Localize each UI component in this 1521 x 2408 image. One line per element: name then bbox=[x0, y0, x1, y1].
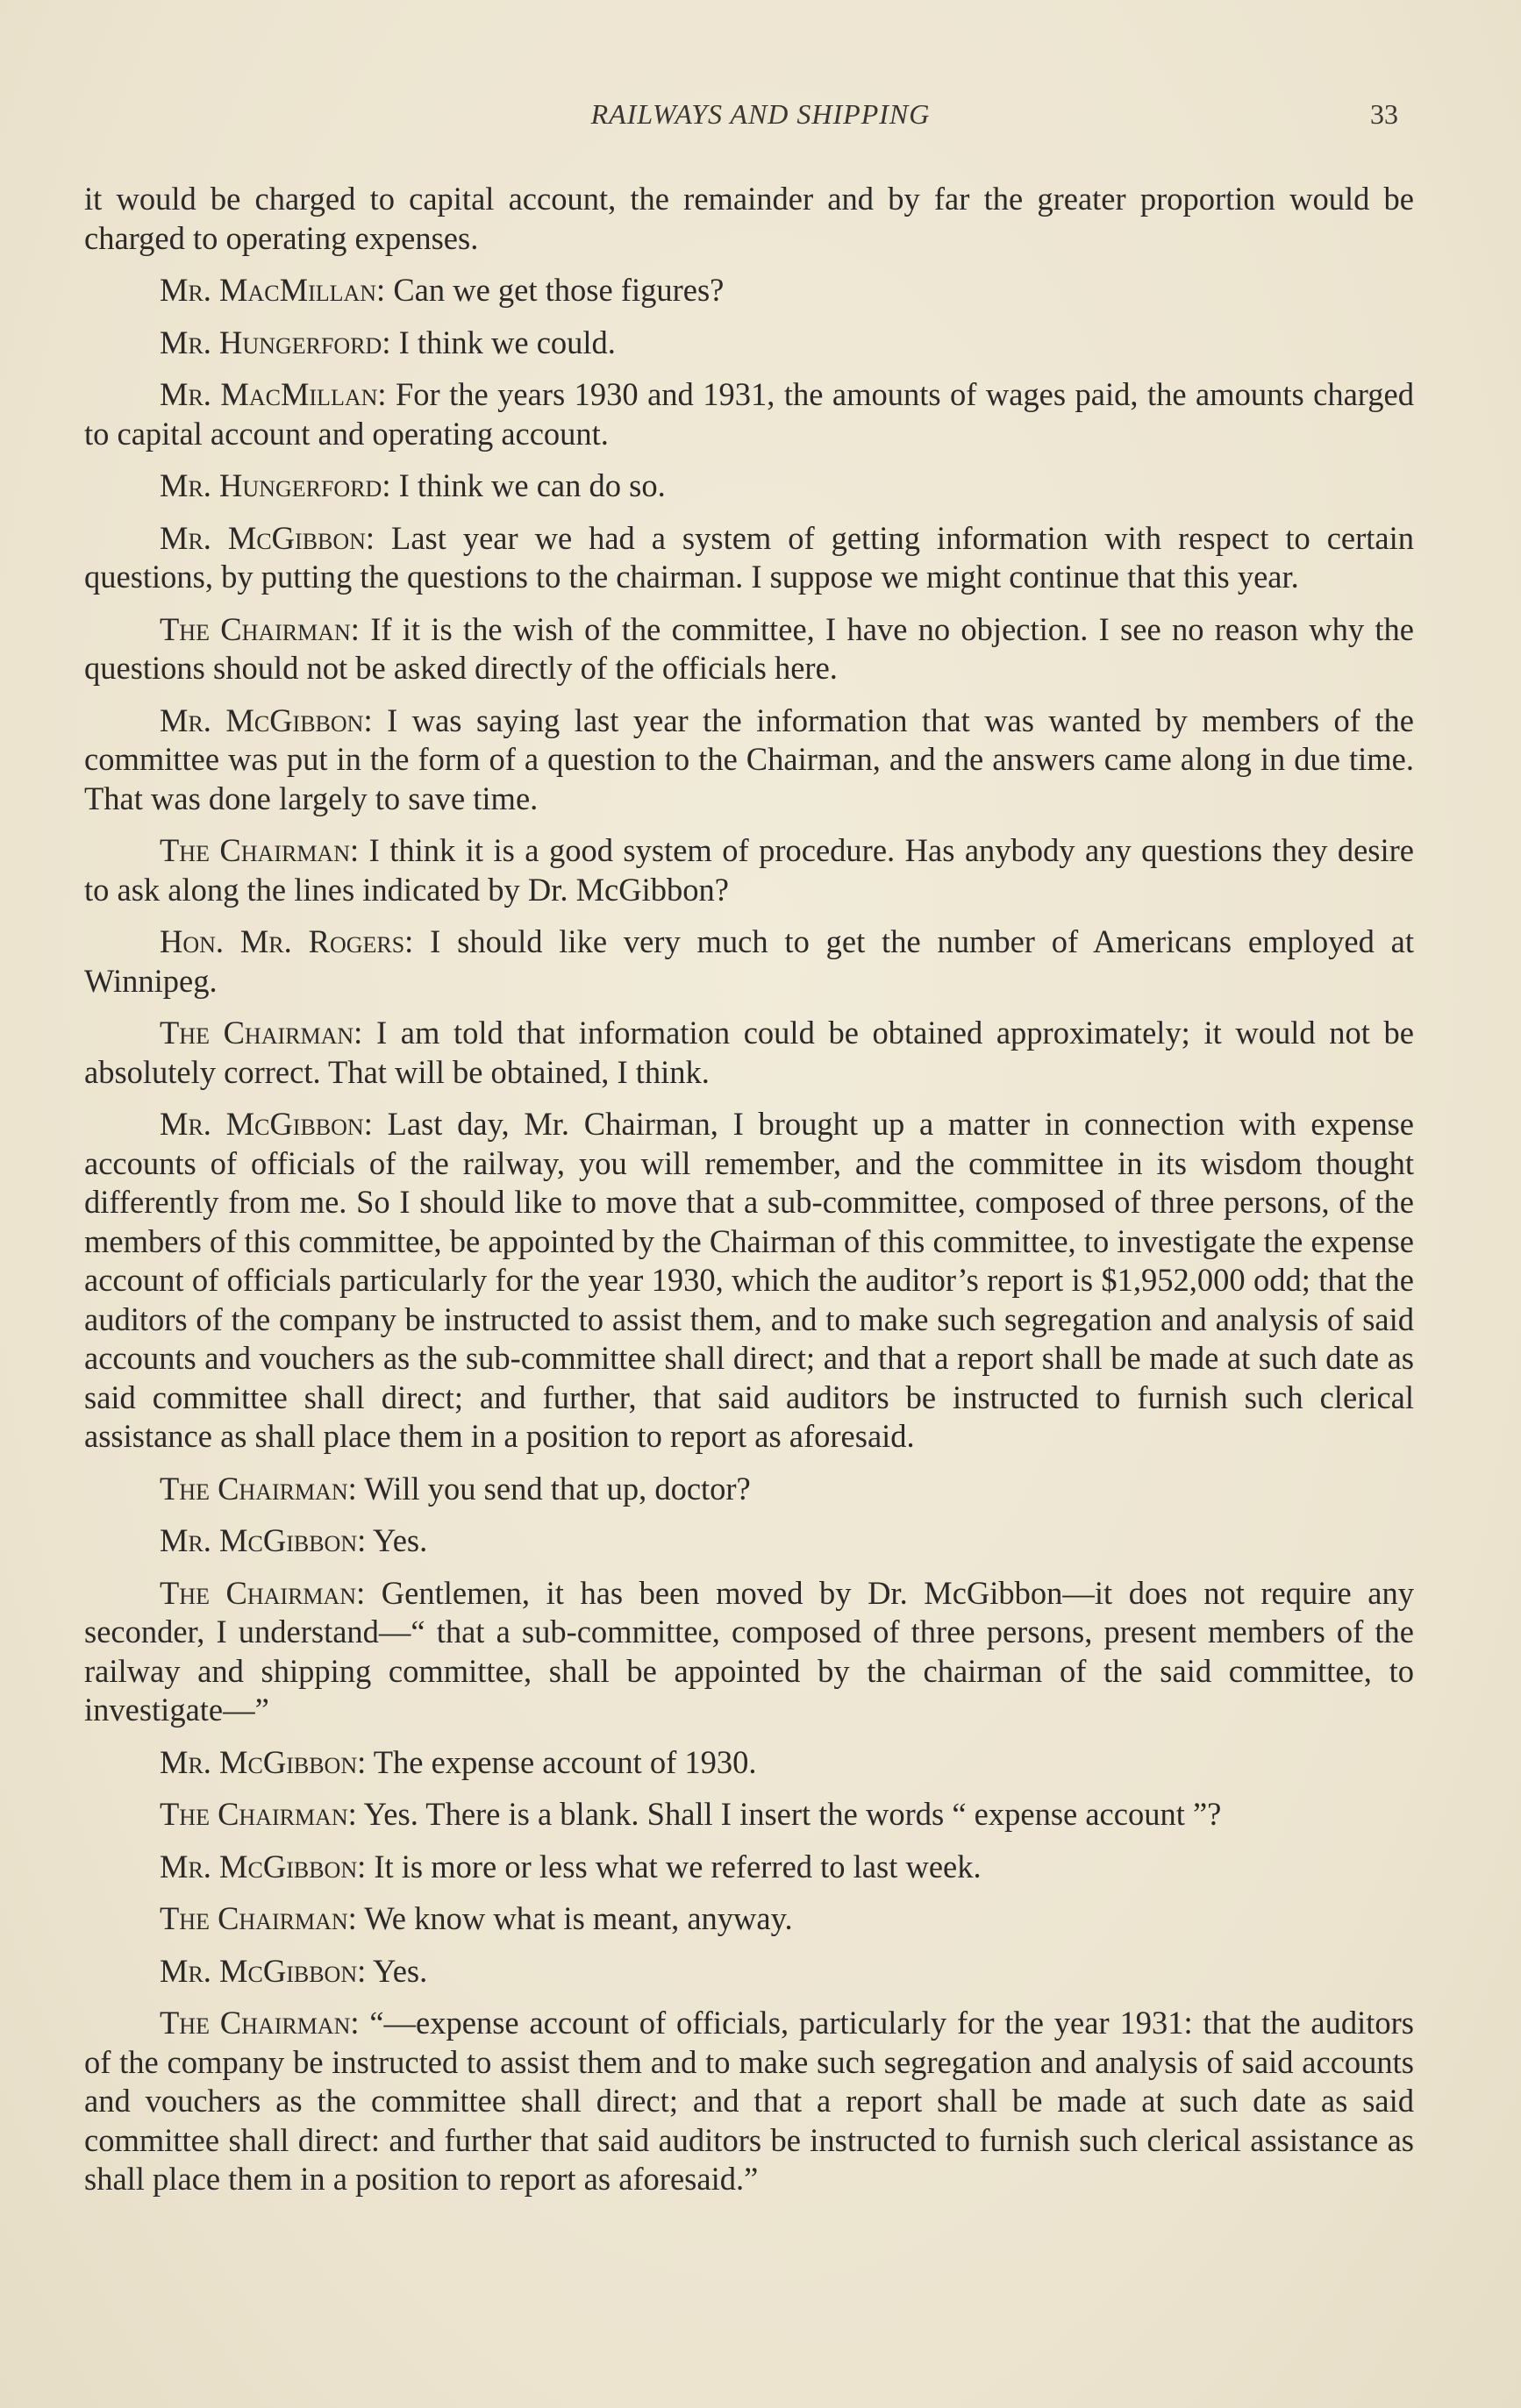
speaker-name: Mr. McGibbon: bbox=[160, 1848, 367, 1884]
paragraph bbox=[84, 467, 1414, 506]
paragraph-text: “—expense account of officials, particularly for the year 1931: that the auditors of the company be instructed to assist them and to make such segregation and analysis of said accounts and vouchers as the committee shall direct; and that a report shall be made at such date as said committee shall direct: and further that said auditors be instructed to furnish such clerical assistance as shall place them in a position to report as aforesaid.” bbox=[84, 2005, 1415, 2197]
speaker-name: Hon. Mr. Rogers: bbox=[160, 923, 414, 959]
paragraph bbox=[84, 831, 1414, 909]
paragraph bbox=[84, 1899, 1414, 1939]
paragraph-text: Last year we had a system of getting information with respect to certain questions, by putting the questions to the chairman. I suppose we might continue that this year. bbox=[84, 519, 1414, 595]
paragraph-text: I think we can do so. bbox=[398, 467, 666, 503]
speaker-name: Mr. McGibbon: bbox=[160, 519, 375, 556]
speaker-name: The Chairman: bbox=[160, 832, 360, 868]
speaker-name: Mr. McGibbon: bbox=[160, 1106, 373, 1142]
paragraph-text: I think it is a good system of procedure. Has anybody any questions they desire to ask along the lines indicated by Dr. McGibbon? bbox=[84, 832, 1414, 908]
paragraph-text: Last day, Mr. Chairman, I brought up a matter in connection with expense accounts of officials of the railway, you will remember, and the committee in its wisdom thought differently from me. So I should like to move that a sub-committee, composed of three persons, of the members of this committee, be appointed by the Chairman of this committee, to investigate the expense account of officials particularly for the year 1930, which the auditor’s report is $1,952,000 odd; that the auditors of the company be instructed to assist them, and to make such segregation and analysis of said accounts and vouchers as the sub-committee shall direct; and that a report shall be made at such date as said committee shall direct; and further, that said auditors be instructed to furnish such clerical assistance as shall place them in a position to report as aforesaid. bbox=[84, 1106, 1414, 1454]
paragraph-text: If it is the wish of the committee, I have no objection. I see no reason why the questions should not be asked directly of the officials here. bbox=[84, 610, 1414, 686]
paragraph bbox=[84, 1014, 1414, 1092]
paragraph bbox=[84, 2004, 1414, 2199]
speaker-name: Mr. Hungerford: bbox=[160, 324, 391, 360]
paragraph bbox=[84, 1521, 1414, 1561]
paragraph bbox=[84, 271, 1414, 310]
paragraph bbox=[84, 1574, 1414, 1730]
speaker-name: The Chairman: bbox=[160, 2005, 360, 2041]
speaker-name: Mr. MacMillan: bbox=[160, 272, 386, 308]
paragraph-text: We know what is meant, anyway. bbox=[364, 1900, 793, 1936]
paragraph-text: It is more or less what we referred to last week. bbox=[374, 1848, 982, 1884]
running-title: RAILWAYS AND SHIPPING bbox=[590, 98, 931, 130]
paragraph bbox=[84, 610, 1414, 688]
paragraph-text: For the years 1930 and 1931, the amounts of wages paid, the amounts charged to capital account and operating account. bbox=[84, 376, 1414, 452]
paragraph-text: Yes. bbox=[373, 1952, 428, 1989]
speaker-name: Mr. McGibbon: bbox=[160, 702, 373, 738]
paragraph-text: Can we get those figures? bbox=[393, 272, 725, 308]
paragraph-text: I was saying last year the information that was wanted by members of the committee was put in the form of a question to the Chairman, and the answers came along in due time. That was done largely to save time. bbox=[84, 702, 1415, 816]
paragraph-text: Will you send that up, doctor? bbox=[364, 1470, 751, 1507]
running-header bbox=[0, 98, 1521, 142]
paragraph-text: it would be charged to capital account, the remainder and by far the greater proportion would be charged to operating expenses. bbox=[84, 181, 1414, 256]
paragraph bbox=[84, 923, 1414, 1001]
paragraph-text: I think we could. bbox=[398, 324, 616, 360]
speaker-name: The Chairman: bbox=[160, 1470, 357, 1507]
paragraph bbox=[84, 1848, 1414, 1887]
paragraph bbox=[84, 519, 1414, 597]
paragraph bbox=[84, 180, 1414, 258]
speaker-name: Mr. Hungerford: bbox=[160, 467, 391, 503]
paragraph bbox=[84, 324, 1414, 363]
paragraph bbox=[84, 1795, 1414, 1834]
speaker-name: Mr. McGibbon: bbox=[160, 1952, 367, 1989]
paragraph bbox=[84, 702, 1414, 819]
speaker-name: The Chairman: bbox=[160, 1900, 357, 1936]
paragraph-text: Yes. bbox=[373, 1522, 428, 1558]
speaker-name: The Chairman: bbox=[160, 1574, 366, 1611]
paragraph-text: The expense account of 1930. bbox=[373, 1743, 757, 1780]
paragraph bbox=[84, 1952, 1414, 1991]
speaker-name: Mr. MacMillan: bbox=[160, 376, 387, 412]
paragraph bbox=[84, 1105, 1414, 1457]
paragraph-text: I should like very much to get the number of Americans employed at Winnipeg. bbox=[84, 923, 1415, 999]
paragraph bbox=[84, 375, 1414, 453]
speaker-name: The Chairman: bbox=[160, 1796, 357, 1832]
speaker-name: The Chairman: bbox=[160, 610, 360, 647]
speaker-name: Mr. McGibbon: bbox=[160, 1743, 367, 1780]
paragraph bbox=[84, 1743, 1414, 1783]
paragraph bbox=[84, 1470, 1414, 1509]
paragraph-text: Gentlemen, it has been moved by Dr. McGibbon—it does not require any seconder, I understand—“ that a sub-committee, composed of three persons, present members of the railway and shipping committee, shall be appointed by the chairman of the said committee, to investigate—” bbox=[84, 1574, 1415, 1728]
paragraph-text: I am told that information could be obtained approximately; it would not be absolutely correct. That will be obtained, I think. bbox=[84, 1015, 1414, 1090]
body-text bbox=[84, 180, 1414, 2212]
paragraph-text: Yes. There is a blank. Shall I insert the words “ expense account ”? bbox=[363, 1796, 1222, 1832]
page-number: 33 bbox=[1370, 98, 1398, 130]
speaker-name: Mr. McGibbon: bbox=[160, 1522, 367, 1558]
speaker-name: The Chairman: bbox=[160, 1015, 363, 1051]
